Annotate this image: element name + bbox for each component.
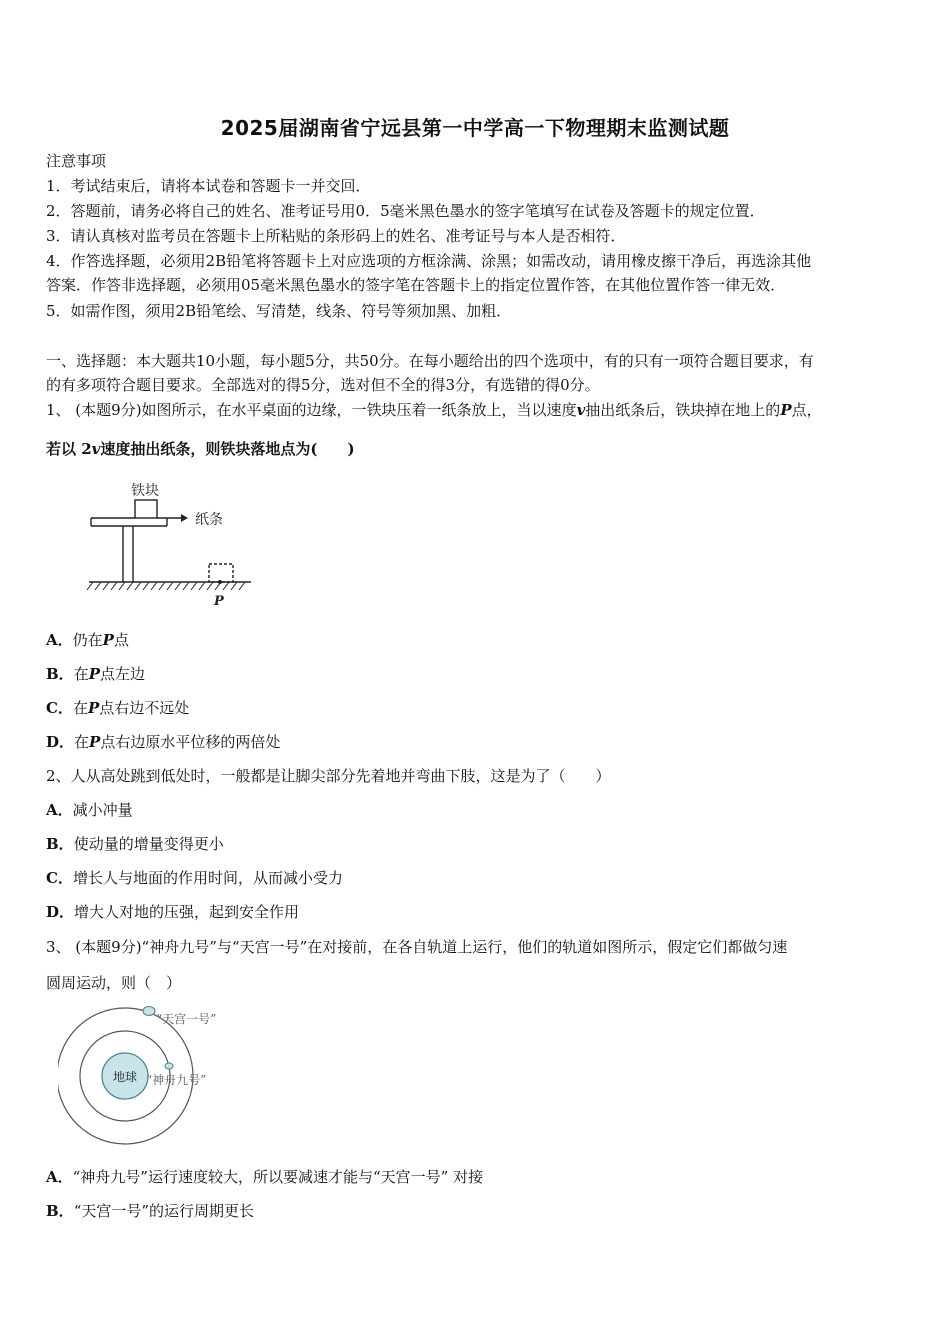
option-key: C． [46, 699, 73, 717]
question-3-stem-2: 圆周运动，则（ ） [46, 974, 182, 992]
q3-option-a [46, 1166, 483, 1188]
option-text: 点右边原水平位移的两倍处 [100, 733, 281, 751]
option-text: 点右边不远处 [99, 699, 190, 717]
section-intro: 的有多项符合题目要求。全部选对的得5分，选对但不全的得3分，有选错的得0分。 [46, 376, 600, 394]
q1-text: 1、 (本题9分)如图所示，在水平桌面的边缘，一铁块压着一纸条放上，当以速度 [46, 401, 577, 419]
question-1-stem-2 [46, 438, 355, 460]
option-key: A． [46, 631, 73, 649]
q1-var-v: v [91, 440, 101, 458]
question-1-stem [46, 399, 822, 421]
option-text: 点左边 [99, 665, 145, 683]
q2-option-b [46, 833, 224, 855]
point-p-marker [218, 580, 222, 584]
section-intro: 一、选择题：本大题共10小题，每小题5分，共50分。在每小题给出的四个选项中，有的只有一项符合题目要求，有 [46, 352, 814, 370]
q1-option-c [46, 697, 189, 719]
question-3-stem: 3、 (本题9分)“神舟九号”与“天宫一号”在对接前，在各自轨道上运行，他们的轨道如图所示，假定它们都做匀速 [46, 938, 788, 956]
q1-var-p: P [780, 401, 792, 419]
shenzhou-icon [165, 1063, 173, 1069]
block-label: 铁块 [131, 483, 159, 499]
q2-option-a [46, 799, 133, 821]
option-text: 点 [113, 631, 129, 649]
tiangong-label: “天宫一号” [156, 1012, 217, 1026]
notice-item: 4．作答选择题，必须用2B铅笔将答题卡上对应选项的方框涂满、涂黑；如需改动，请用橡皮擦干净后，再选涂其他 [46, 252, 812, 270]
option-text: 在 [72, 699, 88, 717]
q2-option-c [46, 867, 343, 889]
q1-var-p: P [87, 699, 100, 717]
shenzhou-label: “神舟九号” [146, 1073, 207, 1087]
q1-option-d [46, 731, 280, 753]
option-key: D． [46, 903, 75, 921]
option-text: 在 [73, 665, 89, 683]
point-label: P [214, 594, 224, 609]
earth-label: 地球 [113, 1070, 138, 1084]
notice-item: 答案．作答非选择题，必须用05毫米黑色墨水的签字笔在答题卡上的指定位置作答，在其他位置作答一律无效． [46, 276, 786, 294]
option-key: B． [46, 835, 74, 853]
page-title: 2025届湖南省宁远县第一中学高一下物理期末监测试题 [220, 116, 730, 140]
q1-var-v: v [576, 401, 586, 419]
notice-item: 3．请认真核对监考员在答题卡上所粘贴的条形码上的姓名、准考证号与本人是否相符． [46, 227, 626, 245]
option-key: B． [46, 1202, 74, 1220]
q3-option-b [46, 1200, 254, 1222]
question-2-stem: 2、人从高处跳到低处时，一般都是让脚尖部分先着地并弯曲下肢，这是为了（ ） [46, 767, 611, 785]
q2-option-d [46, 901, 299, 923]
option-text: 仍在 [72, 631, 103, 649]
q1-option-b [46, 663, 145, 685]
landing-outline [209, 564, 233, 582]
option-text: 在 [74, 733, 90, 751]
tiangong-icon [143, 1007, 155, 1016]
q1-var-p: P [89, 733, 101, 751]
option-key: B． [46, 665, 74, 683]
option-text: 增大人对地的压强，起到安全作用 [74, 903, 300, 921]
q1-text: 若以 2 [46, 440, 92, 458]
q1-var-p: P [88, 665, 100, 683]
option-key: C． [46, 869, 73, 887]
option-key: D． [46, 733, 75, 751]
q1-var-p: P [102, 631, 114, 649]
option-text: 使动量的增量变得更小 [73, 835, 224, 853]
option-key: A． [46, 801, 73, 819]
q1-text: 抽出纸条后，铁块掉在地上的 [585, 401, 781, 419]
option-key: A． [46, 1168, 73, 1186]
option-text: “神舟九号”运行速度较大，所以要减速才能与“天宫一号” 对接 [72, 1168, 484, 1186]
q1-text: 速度抽出纸条，则铁块落地点为( ) [100, 440, 355, 458]
option-text: 增长人与地面的作用时间，从而减小受力 [72, 869, 343, 887]
q1-figure [85, 478, 265, 613]
orbit-diagram [58, 1002, 238, 1150]
option-text: “天宫一号”的运行周期更长 [73, 1202, 255, 1220]
q1-text: 点， [791, 401, 822, 419]
iron-block [135, 500, 157, 518]
q1-option-a [46, 629, 129, 651]
notice-item: 1．考试结束后，请将本试卷和答题卡一并交回． [46, 177, 371, 195]
strip-label: 纸条 [195, 512, 223, 528]
notice-item: 5．如需作图，须用2B铅笔绘、写清楚，线条、符号等须加黑、加粗． [46, 302, 512, 320]
notice-item: 2．答题前，请务必将自己的姓名、准考证号用0．5毫米黑色墨水的签字笔填写在试卷及答题卡的规定位置． [46, 202, 765, 220]
q1-diagram [85, 478, 265, 613]
notice-heading: 注意事项 [46, 152, 107, 170]
q3-figure [58, 1002, 238, 1150]
option-text: 减小冲量 [72, 801, 133, 819]
arrow-icon [181, 514, 188, 522]
